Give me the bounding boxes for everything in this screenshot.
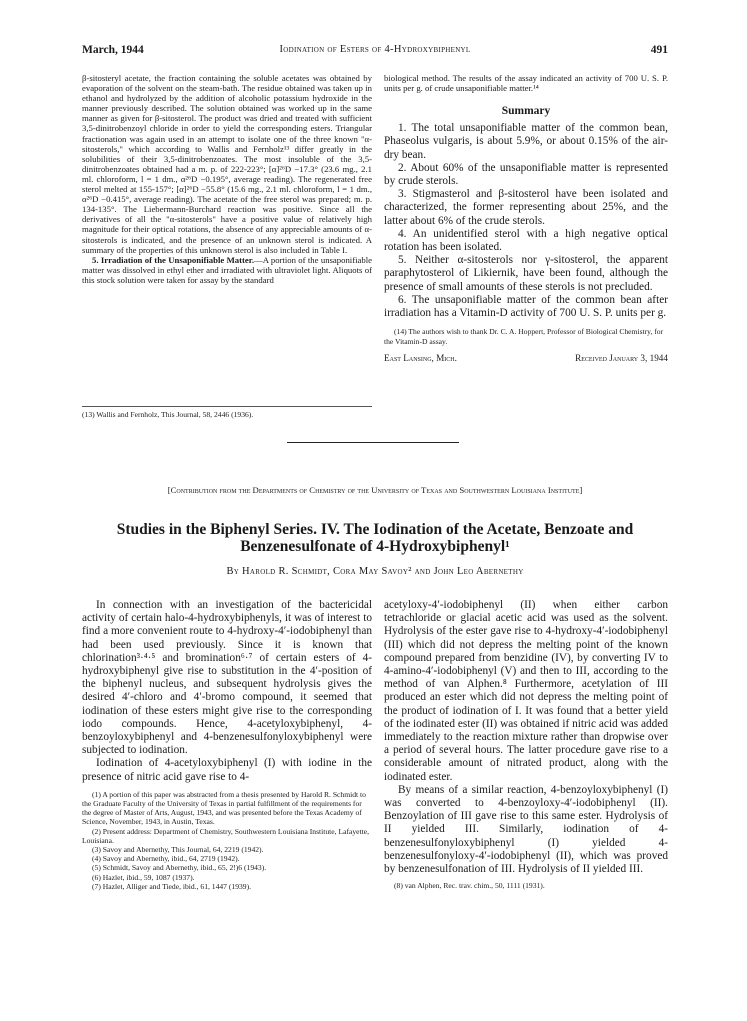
contribution-line: [Contribution from the Departments of Chemistry of the University of Texas and Southwestern Louisiana Institute] [167,485,583,495]
footnote: (3) Savoy and Abernethy, This Journal, 64, 2219 (1942). [92,845,264,855]
location: East Lansing, Mich. [384,353,457,364]
summary-item: 1. The total unsaponifiable matter of the common bean, Phaseolus vulgaris, is about 5.9%, or about 0.15% of the air-dry bean. [384,122,668,161]
paragraph [82,255,372,285]
footnote: (5) Schmidt, Savoy and Abernethy, ibid., 65, 2!)6 (1943). [92,863,267,873]
footnote: (4) Savoy and Abernethy, ibid., 64, 2719 (1942). [92,854,240,864]
summary-item: 6. The unsaponifiable matter of the common bean after irradiation has a Vitamin-D activity of 700 U. S. P. units per g. [384,293,668,320]
section-divider [287,442,459,443]
footnote: (1) A portion of this paper was abstracted from a thesis presented by Harold R. Schmidt to the Graduate Faculty of the University of Texas in partial fulfillment of the requirements for the degree of Master of Arts, August, 1943, and was presented before the Texas Academy of Science, November, 1943, in Austin, Texas. [82,789,366,827]
section-heading: 5. Irradiation of the Unsaponifiable Matter. [92,254,255,265]
paragraph: biological method. The results of the assay indicated an activity of 700 U. S. P. units per g. of crude unsaponifiable matter.¹⁴ [384,73,668,94]
top-left-column [82,73,372,285]
footnote: (2) Present address: Department of Chemistry, Southwestern Louisiana Institute, Lafayette, Louisiana. [82,826,370,845]
summary-item: 2. About 60% of the unsaponifiable matter is represented by crude sterols. [384,161,668,187]
article-right-column [384,599,668,890]
footnote-13: (13) Wallis and Fernholz, This Journal, 58, 2446 (1936). [82,406,372,419]
footnote: (6) Hazlet, ibid., 59, 1087 (1937). [92,872,195,882]
author-line: By Harold R. Schmidt, Cora May Savoy² and John Leo Abernethy [226,566,524,577]
summary-item: 5. Neither α-sitosterols nor γ-sitosterol, the apparent paraphytosterol of Likiernik, have been found, although the presence of small amounts of these sterols is not precluded. [384,254,668,293]
footnote-8: (8) van Alphen, Rec. trav. chim., 50, 1111 (1931). [394,881,545,891]
section-text: —A portion of the unsaponifiable matter was dissolved in ethyl ether and irradiated with ultraviolet light. Aliquots of this stock solution were taken for assay by the standard [82,254,372,285]
received-date: Received January 3, 1944 [575,353,668,364]
issue-date: March, 1944 [82,44,144,56]
paragraph: Iodination of 4-acetyloxybiphenyl (I) with iodine in the presence of nitric acid gave rise to 4- [82,757,372,783]
footnote-14: (14) The authors wish to thank Dr. C. A. Hoppert, Professor of Biological Chemistry, for the Vitamin-D assay. [384,327,664,346]
summary-heading: Summary [501,105,551,118]
signature-line [384,353,668,363]
article-title: Studies in the Biphenyl Series. IV. The Iodination of the Acetate, Benzoate and Benzenesulfonate of 4-Hydroxybiphenyl¹ [116,521,634,555]
top-right-column [384,73,668,363]
article-left-column [82,599,372,891]
summary-item: 3. Stigmasterol and β-sitosterol have been isolated and characterized, the former representing about 25%, and the latter about 6% of the crude sterols. [384,188,668,227]
running-title: Iodination of Esters of 4-Hydroxybiphenyl [279,44,471,55]
summary-item: 4. An unidentified sterol with a high negative optical rotation has been isolated. [384,227,668,254]
paragraph: acetyloxy-4′-iodobiphenyl (II) when either carbon tetrachloride or glacial acetic acid was used as the solvent. Hydrolysis of the ester gave rise to 4-hydroxy-4′-iodobiphenyl (III) which did not depress the melting point of the known compound prepared from benzidine (IV), by converting IV to 4-amino-4′-iodobiphenyl (V) and then to III, according to the method of van Alphen.⁸ Furthermore, acetylation of III produced an ester which did not depress the melting point of the product of iodination of I. It was found that a better yield of the iodinated ester (II) was obtained if nitric acid was added immediately to the reaction mixture rather than dropwise over a period of several hours. The latter procedure gave rise to a considerable amount of nitrated product, along with the iodinated ester. [384,599,668,783]
paragraph: By means of a similar reaction, 4-benzoyloxybiphenyl (I) was converted to 4-benzoyloxy-4′-iodobiphenyl (II). Benzoylation of III gave rise to this same ester. Hydrolysis of II yielded III. Similarly, iodination of 4-benzenesulfonyloxybiphenyl (I) yielded 4-benzenesulfonyloxy-4′-iodobiphenyl (II), which was proved by benzenesulfonation of III. Hydrolysis of II yielded III. [384,783,668,876]
footnote: (7) Hazlet, Alliger and Tiede, ibid., 61, 1447 (1939). [92,881,252,891]
paragraph: β-sitosteryl acetate, the fraction containing the soluble acetates was obtained by evaporation of the solvent on the steam-bath. The residue obtained was taken up in ethanol and hydrolyzed by the addition of alcoholic potassium hydroxide in the manner previously described. The solution obtained was worked up in the same manner as given for β-sitosterol. The product was dried and treated with sufficient 3,5-dinitrobenzoyl chloride in order to yield the corresponding esters. Triangular fractionation was again used in an attempt to isolate one of the three known "α-sitosterols," which according to Wallis and Fernholz¹³ differ greatly in the solubilities of their 3,5-dinitrobenzoates. The most insoluble of the 3,5-dinitrobenzoates obtained had a m. p. of 222-223°; [α]²⁶D −17.3° (23.6 mg., 2.1 ml. chloroform, l = 1 dm., α²⁶D −0.195°, average reading). The regenerated free sterol melted at 155-157°; [α]²⁶D −55.8° (15.6 mg., 2.1 ml. chloroform, l = 1 dm., α²⁶D −0.415°, average reading). The acetate of the free sterol was prepared; m. p. 134-135°. The Liebermann-Burchard reaction was positive. Since all the derivatives of all the "α-sitosterols" have a positive value of relatively high magnitude for their optical rotations, the absence of any appreciable amounts of α-sitosterols is indicated, and the presence of an unknown sterol is indicated. A summary of the properties of this unknown sterol is also included in Table I. [82,73,372,255]
paragraph: In connection with an investigation of the bactericidal activity of certain halo-4-hydroxybiphenyls, it was of interest to find a more convenient route to 4-hydroxy-4′-iodobiphenyl than had been used previously. Since it is known that chlorination³·⁴·⁵ and bromination⁶·⁷ of certain esters of 4-hydroxybiphenyl give rise to substitution in the 4′-position of the biphenyl nucleus, and subsequent hydrolysis gives the desired 4′-chloro and 4′-bromo compound, it seemed that iodination of these esters might give rise to the corresponding iodo compounds. Hence, 4-acetyloxybiphenyl, 4-benzoyloxybiphenyl and 4-benzenesulfonyloxybiphenyl were subjected to iodination. [82,599,372,757]
footnotes [82,790,372,891]
page-number: 491 [650,44,668,56]
running-head [82,44,668,60]
